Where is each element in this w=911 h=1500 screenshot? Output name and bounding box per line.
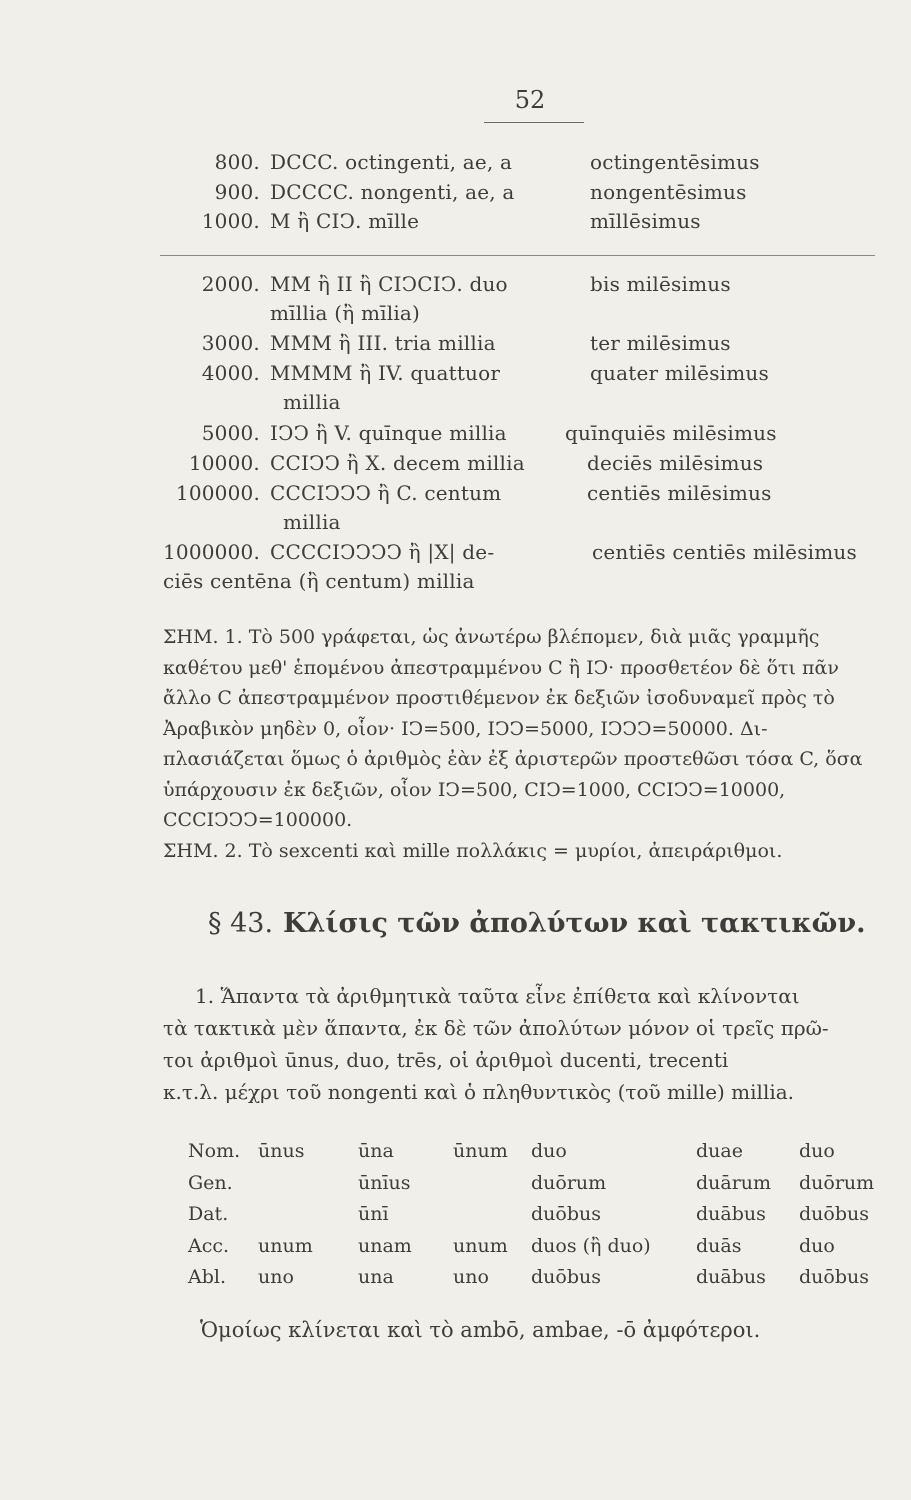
section-heading (208, 908, 866, 939)
numeral-continuation: millia (283, 390, 341, 414)
numeral-continuation: ciēs centēna (ἢ centum) millia (163, 569, 475, 593)
section-mark: § 43. (208, 908, 274, 939)
table-row: Acc. unum unam unum duos (ἢ duo) duās duo (188, 1234, 835, 1257)
table-row: Nom. ūnus ūna ūnum duo duae duo (188, 1140, 835, 1162)
separator-rule (160, 255, 875, 256)
note-2: ΣΗΜ. 2. Τὸ sexcenti καὶ mille πολλάκις = μυρίοι, ἀπειράριθμοι. (163, 840, 783, 862)
book-page: 52 800. DCCC. octingenti, ae, a octingentēsimus 900. DCCCC. nongenti, ae, a nongentēsimus 1000. M ἢ CIↃ. mīlle mīllēsimus 2000. MM ἢ II ἢ CIↃCIↃ. duo bis milēsimus mīllia (ἢ mīlia) 3000. MMM ἢ III. tria millia ter milēsimus 4000. MMMM ἢ IV. quattuor quater milēsimus millia 5000. IↃↃ ἢ V. quīnque millia quīnquiēs milēsimus 10000. CCIↃↃ ἢ X. decem millia deciēs milēsimus 100000. CCCIↃↃↃ ἢ C. centum centiēs milēsimus millia 1000000. CCCCIↃↃↃↃ ἢ |X| de- centiēs centiēs milēsimus ciēs centēna (ἢ centum) millia ΣΗΜ. 1. Τὸ 500 γράφεται, ὡς ἀνωτέρω βλέπομεν, διὰ μιᾶς γραμμῆς καθέτου μεθ' ἑπομένου ἀπεστραμμένου C ἢ IↃ· προσθετέον δὲ ὅτι πᾶν ἄλλο C ἀπεστραμμένον προστιθέμενον ἐκ δεξιῶν ἰσοδυναμεῖ πρὸς τὸ Ἀραβικὸν μηδὲν 0, οἷον· IↃ=500, IↃↃ=5000, IↃↃↃ=50000. Δι- πλασιάζεται ὅμως ὁ ἀριθμὸς ἐὰν ἐξ ἀριστερῶν προστεθῶσι τόσα C, ὅσα ὑπάρχουσιν ἐκ δεξιῶν, οἷον IↃ=500, CIↃ=1000, CCIↃↃ=10000, CCCIↃↃↃ=100000. ΣΗΜ. 2. Τὸ sexcenti καὶ mille πολλάκις = μυρίοι, ἀπειράριθμοι. § 43. Κλίσις τῶν ἀπολύτων καὶ τακτικῶν. 1. Ἅπαντα τὰ ἀριθμητικὰ ταῦτα εἶνε ἐπίθετα καὶ κλίνονται τὰ τακτικὰ μὲν ἅπαντα, ἐκ δὲ τῶν ἀπολύτων μόνον οἱ τρεῖς πρῶ- τοι ἀριθμοὶ ūnus, duo, trēs, οἱ ἀριθμοὶ ducenti, trecenti κ.τ.λ. μέχρι τοῦ nongenti καὶ ὁ πληθυντικὸς (τοῦ mille) millia. Nom. ūnus ūna ūnum duo duae duo Gen. ūnīus duōrum duārum duōrum Dat. ūnī duōbus duābus duōbus Acc. unum unam unum duos (ἢ duo) duās duo Abl. uno una uno duōbus duābus duōbus Ὁμοίως κλίνεται καὶ τὸ ambō, ambae, -ō ἀμφότεροι. (0, 0, 911, 1500)
table-row: Gen. ūnīus duōrum duārum duōrum (188, 1171, 875, 1194)
footer-line: Ὁμοίως κλίνεται καὶ τὸ ambō, ambae, -ō ἀμφότεροι. (200, 1318, 761, 1342)
numeral-continuation: millia (283, 510, 341, 534)
table-row: Abl. uno una uno duōbus duābus duōbus (188, 1266, 869, 1288)
section-title: Κλίσις τῶν ἀπολύτων καὶ τακτικῶν. (283, 908, 866, 939)
note-1: ΣΗΜ. 1. Τὸ 500 γράφεται, ὡς ἀνωτέρω βλέπομεν, διὰ μιᾶς γραμμῆς καθέτου μεθ' ἑπομένου ἀπεστραμμένου C ἢ IↃ· προσθετέον δὲ ὅτι πᾶν ἄλλο C ἀπεστραμμένον προστιθέμενον ἐκ δεξιῶν ἰσοδυναμεῖ πρὸς τὸ Ἀραβικὸν μηδὲν 0, οἷον· IↃ=500, IↃↃ=5000, IↃↃↃ=50000. Δι- πλασιάζεται ὅμως ὁ ἀριθμὸς ἐὰν ἐξ ἀριστερῶν προστεθῶσι τόσα C, ὅσα ὑπάρχουσιν ἐκ δεξιῶν, οἷον IↃ=500, CIↃ=1000, CCIↃↃ=10000, CCCIↃↃↃ=100000. (163, 626, 863, 831)
page-number: 52 (514, 86, 546, 114)
paragraph-1: 1. Ἅπαντα τὰ ἀριθμητικὰ ταῦτα εἶνε ἐπίθετα καὶ κλίνονται τὰ τακτικὰ μὲν ἅπαντα, ἐκ δὲ τῶν ἀπολύτων μόνον οἱ τρεῖς πρῶ- τοι ἀριθμοὶ ūnus, duo, trēs, οἱ ἀριθμοὶ ducenti, trecenti κ.τ.λ. μέχρι τοῦ nongenti καὶ ὁ πληθυντικὸς (τοῦ mille) millia. (163, 984, 829, 1104)
declension-table (188, 1140, 889, 1298)
numeral-continuation: mīllia (ἢ mīlia) (270, 301, 421, 325)
table-row: Dat. ūnī duōbus duābus duōbus (188, 1203, 869, 1225)
page-number-rule (484, 122, 584, 123)
